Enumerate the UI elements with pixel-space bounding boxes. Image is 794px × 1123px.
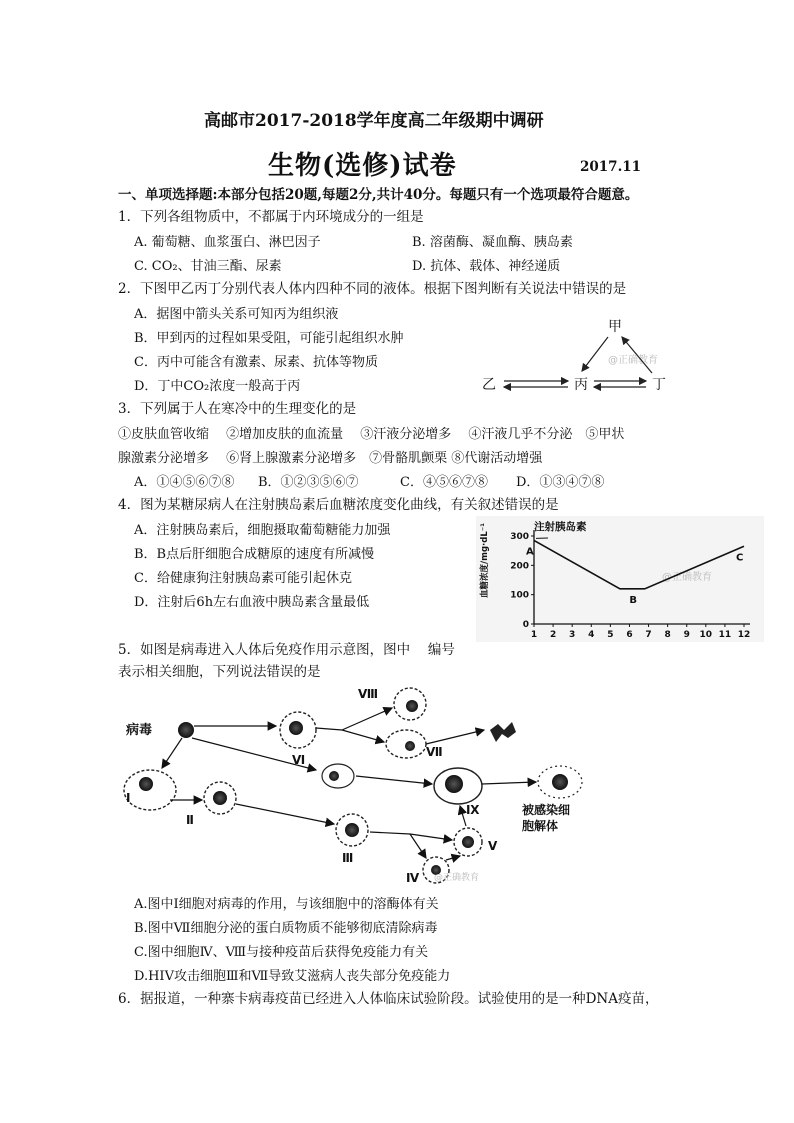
arrow-infected-to-ix	[356, 776, 432, 784]
q2-option-d: D．丁中CO₂浓度一般高于丙	[134, 379, 301, 394]
q5-option-d: D.HIV攻击细胞Ⅲ和Ⅶ导致艾滋病人丧失部分免疫能力	[134, 969, 451, 984]
arrow-ii-to-iii	[236, 804, 334, 824]
chart-y-tick-label: 0	[522, 620, 529, 630]
cell-vii-nucleus	[405, 741, 415, 751]
label-v: Ⅴ	[488, 839, 498, 853]
chart-watermark: @正确教育	[662, 572, 712, 583]
chart-x-tick-label: 1	[530, 630, 538, 640]
subject-title: 生物(选修)试卷	[268, 151, 457, 181]
label-ix: Ⅸ	[466, 803, 480, 817]
arrow-virus-to-i	[162, 738, 182, 768]
arrow-vi-branch	[316, 728, 342, 730]
label-vii: Ⅶ	[426, 745, 443, 759]
q3-option-a: A．①④⑤⑥⑦⑧	[134, 475, 235, 490]
label-iv: Ⅳ	[406, 871, 420, 885]
q1-option-d: D. 抗体、载体、神经递质	[412, 259, 561, 274]
cell-vi-nucleus	[289, 721, 303, 735]
chart-x-tick-label: 8	[664, 630, 671, 640]
arrow-vi-to-vii	[342, 730, 384, 742]
chart-x-tick-label: 6	[626, 630, 633, 640]
chart-x-tick-label: 12	[737, 630, 751, 640]
q2-option-a: A．据图中箭头关系可知丙为组织液	[134, 307, 339, 322]
chart-x-tick-label: 2	[549, 630, 557, 640]
q3-option-b: B．①②③⑤⑥⑦	[258, 475, 359, 490]
exam-date: 2017.11	[580, 159, 642, 175]
chart-y-tick-label: 100	[510, 590, 529, 601]
immune-response-diagram	[120, 684, 590, 886]
diagram-watermark: @正确教育	[434, 873, 480, 883]
cell-ii-nucleus	[213, 791, 227, 805]
label-vi: Ⅵ	[292, 753, 306, 767]
label-ii: Ⅱ	[186, 813, 194, 827]
arrow-jia-to-bing	[582, 337, 608, 371]
exam-title: 高邮市2017-2018学年度高二年级期中调研	[204, 111, 544, 131]
cell-i-macrophage	[124, 770, 176, 810]
infected-cell-nucleus	[329, 771, 339, 781]
q5-option-a: A.图中Ⅰ细胞对病毒的作用，与该细胞中的溶酶体有关	[134, 897, 439, 912]
q5-option-b: B.图中Ⅶ细胞分泌的蛋白质物质不能够彻底清除病毒	[134, 921, 438, 936]
label-i: Ⅰ	[126, 791, 131, 805]
q3-items-line1: ①皮肤血管收缩 ②增加皮肤的血流量 ③汗液分泌增多 ④汗液几乎不分泌 ⑤甲状	[118, 427, 625, 442]
q2-option-b: B．甲到丙的过程如果受阻，可能引起组织水肿	[134, 331, 404, 346]
q4-option-b: B．B点后肝细胞合成糖原的速度有所减慢	[134, 547, 375, 562]
q4-option-a: A．注射胰岛素后，细胞摄取葡萄糖能力加强	[134, 523, 391, 538]
q2-option-c: C．丙中可能含有激素、尿素、抗体等物质	[134, 355, 378, 370]
q3-stem: 3．下列属于人在寒冷中的生理变化的是	[118, 401, 357, 417]
chart-x-tick-label: 7	[645, 630, 652, 640]
cell-ix-nucleus	[445, 775, 463, 793]
virus-icon	[178, 722, 194, 738]
q1-option-a: A. 葡萄糖、血浆蛋白、淋巴因子	[134, 235, 321, 250]
label-yi: 乙	[482, 377, 496, 393]
chart-y-tick-label: 200	[510, 561, 529, 572]
chart-x-tick-label: 9	[683, 630, 690, 640]
q2-stem: 2．下图甲乙丙丁分别代表人体内四种不同的液体。根据下图判断有关说法中错误的是	[118, 281, 627, 297]
label-viii: Ⅷ	[358, 687, 379, 701]
lysed-label-line2: 胞解体	[522, 819, 559, 833]
cell-iii-nucleus	[345, 823, 359, 837]
chart-y-tick-label: 300	[510, 532, 529, 542]
arrow-iv-to-v	[446, 856, 460, 860]
chart-x-tick-label: 3	[569, 630, 576, 640]
chart-x-tick-label: 11	[718, 630, 732, 640]
arrow-vii-to-antibody	[426, 730, 484, 744]
antibody-icon	[490, 722, 516, 742]
virus-label: 病毒	[126, 723, 153, 738]
chart-point-label: B	[629, 594, 637, 606]
q5-stem-line1: 5．如图是病毒进入人体后免疫作用示意图，图中 编号	[118, 642, 455, 658]
arrow-vi-to-viii	[342, 708, 392, 730]
arrow-ix-to-lysed	[482, 782, 536, 784]
label-bing: 丙	[574, 377, 588, 393]
q5-stem-line2: 表示相关细胞，下列说法错误的是	[118, 664, 321, 680]
arrow-iii-to-v	[410, 834, 452, 840]
watermark-text: @正确教育	[608, 355, 658, 366]
q3-items-line2: 腺激素分泌增多 ⑥肾上腺激素分泌增多 ⑦骨骼肌颤栗 ⑧代谢活动增强	[118, 451, 543, 466]
q6-stem: 6．据报道，一种寨卡病毒疫苗已经进入人体临床试验阶段。试验使用的是一种DNA疫苗，	[118, 991, 659, 1007]
q1-option-b: B. 溶菌酶、凝血酶、胰岛素	[412, 235, 573, 250]
lysed-label-line1: 被感染细	[522, 803, 571, 817]
chart-title: 注射胰岛素	[534, 521, 587, 533]
label-ding: 丁	[652, 377, 666, 393]
arrow-iii-branch	[370, 832, 410, 834]
q4-option-c: C．给健康狗注射胰岛素可能引起休克	[134, 571, 352, 586]
chart-x-tick-label: 10	[699, 630, 713, 640]
label-jia: 甲	[608, 319, 622, 335]
q1-option-c: C. CO₂、甘油三酯、尿素	[134, 259, 282, 274]
arrow-iii-to-iv	[410, 834, 426, 858]
chart-y-axis-label: 血糖浓度/mg·dL⁻¹	[480, 523, 490, 598]
chart-x-tick-label: 4	[588, 630, 595, 640]
body-fluid-diagram	[470, 315, 680, 395]
q4-option-d: D．注射后6h左右血液中胰岛素含量最低	[134, 595, 370, 610]
q3-option-c: C．④⑤⑥⑦⑧	[400, 475, 488, 490]
q4-stem: 4．图为某糖尿病人在注射胰岛素后血糖浓度变化曲线，有关叙述错误的是	[118, 497, 559, 513]
chart-point-label: C	[736, 552, 744, 564]
chart-x-tick-label: 5	[607, 630, 614, 640]
q3-option-d: D．①③④⑦⑧	[516, 475, 605, 490]
cell-i-nucleus	[139, 777, 153, 791]
lysed-cell-fragment	[552, 774, 568, 790]
cell-viii-nucleus	[406, 700, 418, 712]
chart-point-label: A	[526, 546, 534, 558]
cell-v-nucleus	[462, 836, 474, 848]
blood-glucose-chart	[476, 516, 764, 642]
q5-option-c: C.图中细胞Ⅳ、Ⅷ与接种疫苗后获得免疫能力有关	[134, 945, 429, 960]
q1-stem: 1．下列各组物质中，不都属于内环境成分的一组是	[118, 209, 424, 225]
section-heading: 一、单项选择题:本部分包括20题,每题2分,共计40分。每题只有一个选项最符合题意。	[118, 187, 639, 203]
label-iii: Ⅲ	[342, 851, 354, 865]
